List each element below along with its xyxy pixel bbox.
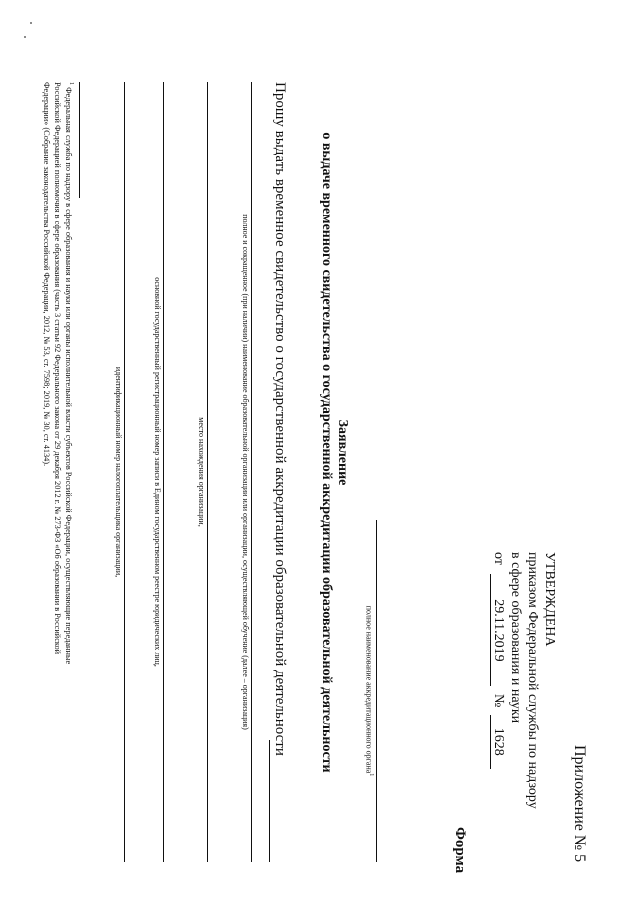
accreditation-body-caption-text: полное наименование аккредитационного органа bbox=[364, 605, 374, 774]
number-label: № bbox=[491, 693, 506, 708]
form-label: Форма bbox=[452, 827, 468, 874]
document-title: Заявление bbox=[335, 419, 350, 486]
approval-date-line bbox=[490, 552, 507, 809]
appendix-label: Приложение № 5 bbox=[571, 745, 588, 863]
footnote-separator bbox=[79, 82, 80, 198]
footnote-line-2: Российской Федерацией полномочия в сфере образования (часть 3 статьи 92 Федерального закона от 29 декабря 2012 г. № 273-ФЗ «Об образовании в Российской bbox=[53, 82, 63, 655]
footnote bbox=[41, 82, 76, 862]
scan-speck bbox=[24, 36, 26, 38]
footnote-ref-mark: 1 bbox=[368, 773, 374, 777]
accreditation-body-line bbox=[376, 520, 377, 862]
location-line bbox=[207, 82, 208, 862]
scan-speck bbox=[30, 22, 32, 24]
request-fill-line bbox=[269, 740, 270, 862]
location-caption: место нахождения организации, bbox=[197, 417, 206, 527]
from-label: от bbox=[491, 552, 506, 565]
request-text: Прошу выдать временное свидетельство о государственной аккредитации образовательной деятельности bbox=[272, 82, 288, 756]
inn-line bbox=[124, 82, 125, 862]
approval-number: 1628 bbox=[490, 715, 506, 769]
approval-line-2: в сфере образования и науки bbox=[508, 552, 523, 724]
footnote-line-1 bbox=[63, 82, 76, 862]
document-subtitle: о выдаче временного свидетельства о государственной аккредитации образовательной деятельности bbox=[319, 132, 334, 773]
accreditation-body-caption bbox=[364, 520, 374, 862]
approval-date: 29.11.2019 bbox=[490, 574, 506, 686]
ogrn-line bbox=[163, 82, 164, 862]
footnote-mark: 1 bbox=[68, 82, 74, 85]
approved-heading: УТВЕРЖДЕНА bbox=[542, 552, 557, 647]
org-name-caption: полное и сокращенное (при наличии) наименование образовательной организации или организации, осуществляющей обучение (далее – организация) bbox=[241, 214, 250, 730]
approval-block bbox=[490, 552, 558, 809]
ogrn-caption: основной государственный регистрационный номер записи в Едином государственном реестре юридических лиц, bbox=[153, 277, 162, 667]
footnote-line-1-text: Федеральная служба по надзору в сфере образования и науки или органы исполнительной власти субъектов Российской Федерации, осуществляющие переданные bbox=[64, 87, 74, 665]
inn-caption: идентификационный номер налогоплательщика организации, bbox=[114, 366, 123, 578]
org-name-line bbox=[251, 82, 252, 862]
approval-line-1: приказом Федеральной службы по надзору bbox=[525, 552, 540, 809]
footnote-line-3: Федерации» (Собрание законодательства Российской Федерации, 2012, № 53, ст. 7598; 2019, № 30, ст. 4134). bbox=[42, 82, 52, 467]
